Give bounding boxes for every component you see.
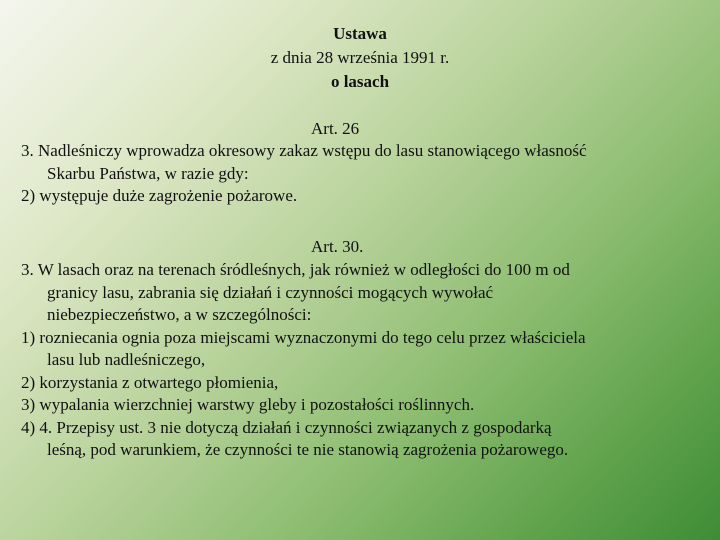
article-line: Skarbu Państwa, w razie gdy: [47,163,249,183]
article-30-heading: Art. 30. [311,237,364,256]
article-line: niebezpieczeństwo, a w szczególności: [47,305,312,324]
list-item: 4) 4. Przepisy ust. 3 nie dotyczą działań i czynności związanych z gospodarką [21,417,552,437]
list-item: 3) wypalania wierzchniej warstwy gleby i pozostałości roślinnych. [21,395,475,414]
document-date: z dnia 28 września 1991 r. [270,48,450,67]
article-line: 3. W lasach oraz na terenach śródleśnych, jak również w odległości do 100 m od [21,260,570,279]
article-30-text [21,259,701,462]
document-header [0,22,720,94]
document-title: Ustawa [333,24,387,43]
article-line: granicy lasu, zabrania się działań i czynności mogących wywołać [47,282,494,302]
article-line: lasu lub nadleśniczego, [47,350,206,369]
article-26-heading: Art. 26 [311,119,360,138]
list-item: 1) rozniecania ognia poza miejscami wyznaczonymi do tego celu przez właściciela [21,327,586,347]
article-line: 3. Nadleśniczy wprowadza okresowy zakaz wstępu do lasu stanowiącego własność [21,141,587,160]
article-line: 2) występuje duże zagrożenie pożarowe. [21,186,298,205]
article-line: leśną, pod warunkiem, że czynności te nie stanowią zagrożenia pożarowego. [47,440,569,459]
document-subject: o lasach [330,72,390,91]
article-26-text [21,140,701,208]
list-item: 2) korzystania z otwartego płomienia, [21,372,279,392]
